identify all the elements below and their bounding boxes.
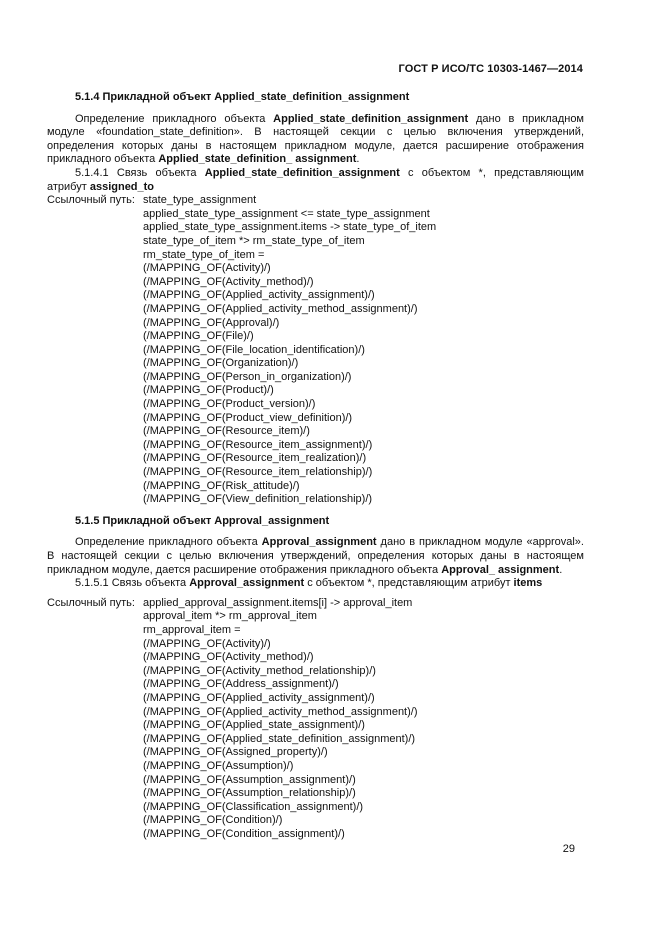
reference-path-line: (/MAPPING_OF(Activity_method)/)	[143, 275, 314, 288]
section-514-paragraph: Определение прикладного объекта Applied_state_definition_assignment дано в прикладном модуле «foundation_state_definition». В настоящей секции с целью включения утверждений, определения которых даны в настоящем прикладном модуле, дается расширение отображения прикладного объекта Applied_state_definition_ assignment.	[47, 112, 584, 166]
section-515-heading: 5.1.5 Прикладной объект Approval_assignment	[75, 514, 330, 527]
reference-path-line: approval_item *> rm_approval_item	[143, 610, 317, 623]
reference-path-line: applied_state_type_assignment <= state_type_assignment	[143, 207, 430, 220]
subsection-5151: 5.1.5.1 Связь объекта Approval_assignment с объектом *, представляющим атрибут items	[75, 577, 543, 590]
reference-path-line: (/MAPPING_OF(File)/)	[143, 330, 254, 343]
reference-path-line: (/MAPPING_OF(Applied_activity_method_assignment)/)	[143, 705, 418, 718]
subsection-5141: 5.1.4.1 Связь объекта Applied_state_definition_assignment с объектом *, представляющим атрибут assigned_to	[47, 166, 584, 193]
reference-path-line: (/MAPPING_OF(Approval)/)	[143, 316, 280, 329]
reference-path-line: (/MAPPING_OF(Assumption_assignment)/)	[143, 773, 356, 786]
page-number: 29	[562, 843, 575, 855]
reference-path-line: (/MAPPING_OF(Person_in_organization)/)	[143, 370, 352, 383]
reference-path-line: applied_approval_assignment.items[i] -> approval_item	[143, 596, 413, 609]
reference-path-line: (/MAPPING_OF(Activity)/)	[143, 262, 271, 275]
reference-path-line: (/MAPPING_OF(Assigned_property)/)	[143, 746, 328, 759]
reference-path-line: (/MAPPING_OF(Applied_activity_assignment)/)	[143, 289, 375, 302]
reference-path-line: (/MAPPING_OF(Classification_assignment)/)	[143, 800, 364, 813]
reference-path-line: (/MAPPING_OF(Applied_state_definition_assignment)/)	[143, 732, 416, 745]
reference-path-line: state_type_of_item *> rm_state_type_of_item	[143, 234, 365, 247]
reference-path-line: (/MAPPING_OF(Condition_assignment)/)	[143, 827, 345, 840]
reference-path-line: (/MAPPING_OF(Product)/)	[143, 384, 274, 397]
reference-path-line: (/MAPPING_OF(Applied_state_assignment)/)	[143, 719, 365, 732]
reference-path-line: (/MAPPING_OF(File_location_identification)/)	[143, 343, 365, 356]
reference-path-line: rm_approval_item =	[143, 623, 241, 636]
reference-path-line: (/MAPPING_OF(Resource_item_realization)/)	[143, 452, 367, 465]
reference-path-line: (/MAPPING_OF(Activity)/)	[143, 637, 271, 650]
reference-path-label: Ссылочный путь:	[47, 194, 135, 207]
reference-path-line: (/MAPPING_OF(Assumption_relationship)/)	[143, 787, 356, 800]
reference-path-line: (/MAPPING_OF(Activity_method)/)	[143, 651, 314, 664]
reference-path-line: (/MAPPING_OF(Organization)/)	[143, 357, 299, 370]
reference-path-line: (/MAPPING_OF(Applied_activity_assignment)/)	[143, 691, 375, 704]
reference-path-line: state_type_assignment	[143, 194, 257, 207]
reference-path-line: applied_state_type_assignment.items -> state_type_of_item	[143, 221, 437, 234]
reference-path-line: (/MAPPING_OF(Resource_item_assignment)/)	[143, 438, 373, 451]
reference-path-line: (/MAPPING_OF(Product_view_definition)/)	[143, 411, 353, 424]
reference-path-line: (/MAPPING_OF(View_definition_relationship)/)	[143, 493, 373, 506]
reference-path-line: (/MAPPING_OF(Applied_activity_method_assignment)/)	[143, 302, 418, 315]
reference-path-line: (/MAPPING_OF(Address_assignment)/)	[143, 678, 339, 691]
document-body	[47, 91, 584, 841]
reference-path-line: (/MAPPING_OF(Activity_method_relationship)/)	[143, 664, 376, 677]
reference-path-line: (/MAPPING_OF(Resource_item_relationship)/)	[143, 466, 373, 479]
reference-path-514	[47, 194, 584, 507]
reference-path-line: (/MAPPING_OF(Risk_attitude)/)	[143, 479, 300, 492]
reference-path-line: (/MAPPING_OF(Product_version)/)	[143, 398, 316, 411]
reference-path-515	[47, 597, 584, 842]
section-515-paragraph: Определение прикладного объекта Approval_assignment дано в прикладном модуле «approval». В настоящей секции с целью включения утверждений, определения которых даны в настоящем прикладном модуле, дается расширение отображения прикладного объекта Approval_ assignment.	[47, 536, 584, 576]
reference-path-line: (/MAPPING_OF(Condition)/)	[143, 814, 283, 827]
reference-path-lines	[143, 194, 584, 507]
document-header: ГОСТ Р ИСО/ТС 10303-1467—2014	[398, 63, 583, 75]
reference-path-line: rm_state_type_of_item =	[143, 248, 265, 261]
reference-path-line: (/MAPPING_OF(Resource_item)/)	[143, 425, 310, 438]
reference-path-line: (/MAPPING_OF(Assumption)/)	[143, 759, 294, 772]
reference-path-lines	[143, 597, 584, 842]
reference-path-label: Ссылочный путь:	[47, 596, 135, 609]
section-514-heading: 5.1.4 Прикладной объект Applied_state_definition_assignment	[75, 91, 410, 103]
